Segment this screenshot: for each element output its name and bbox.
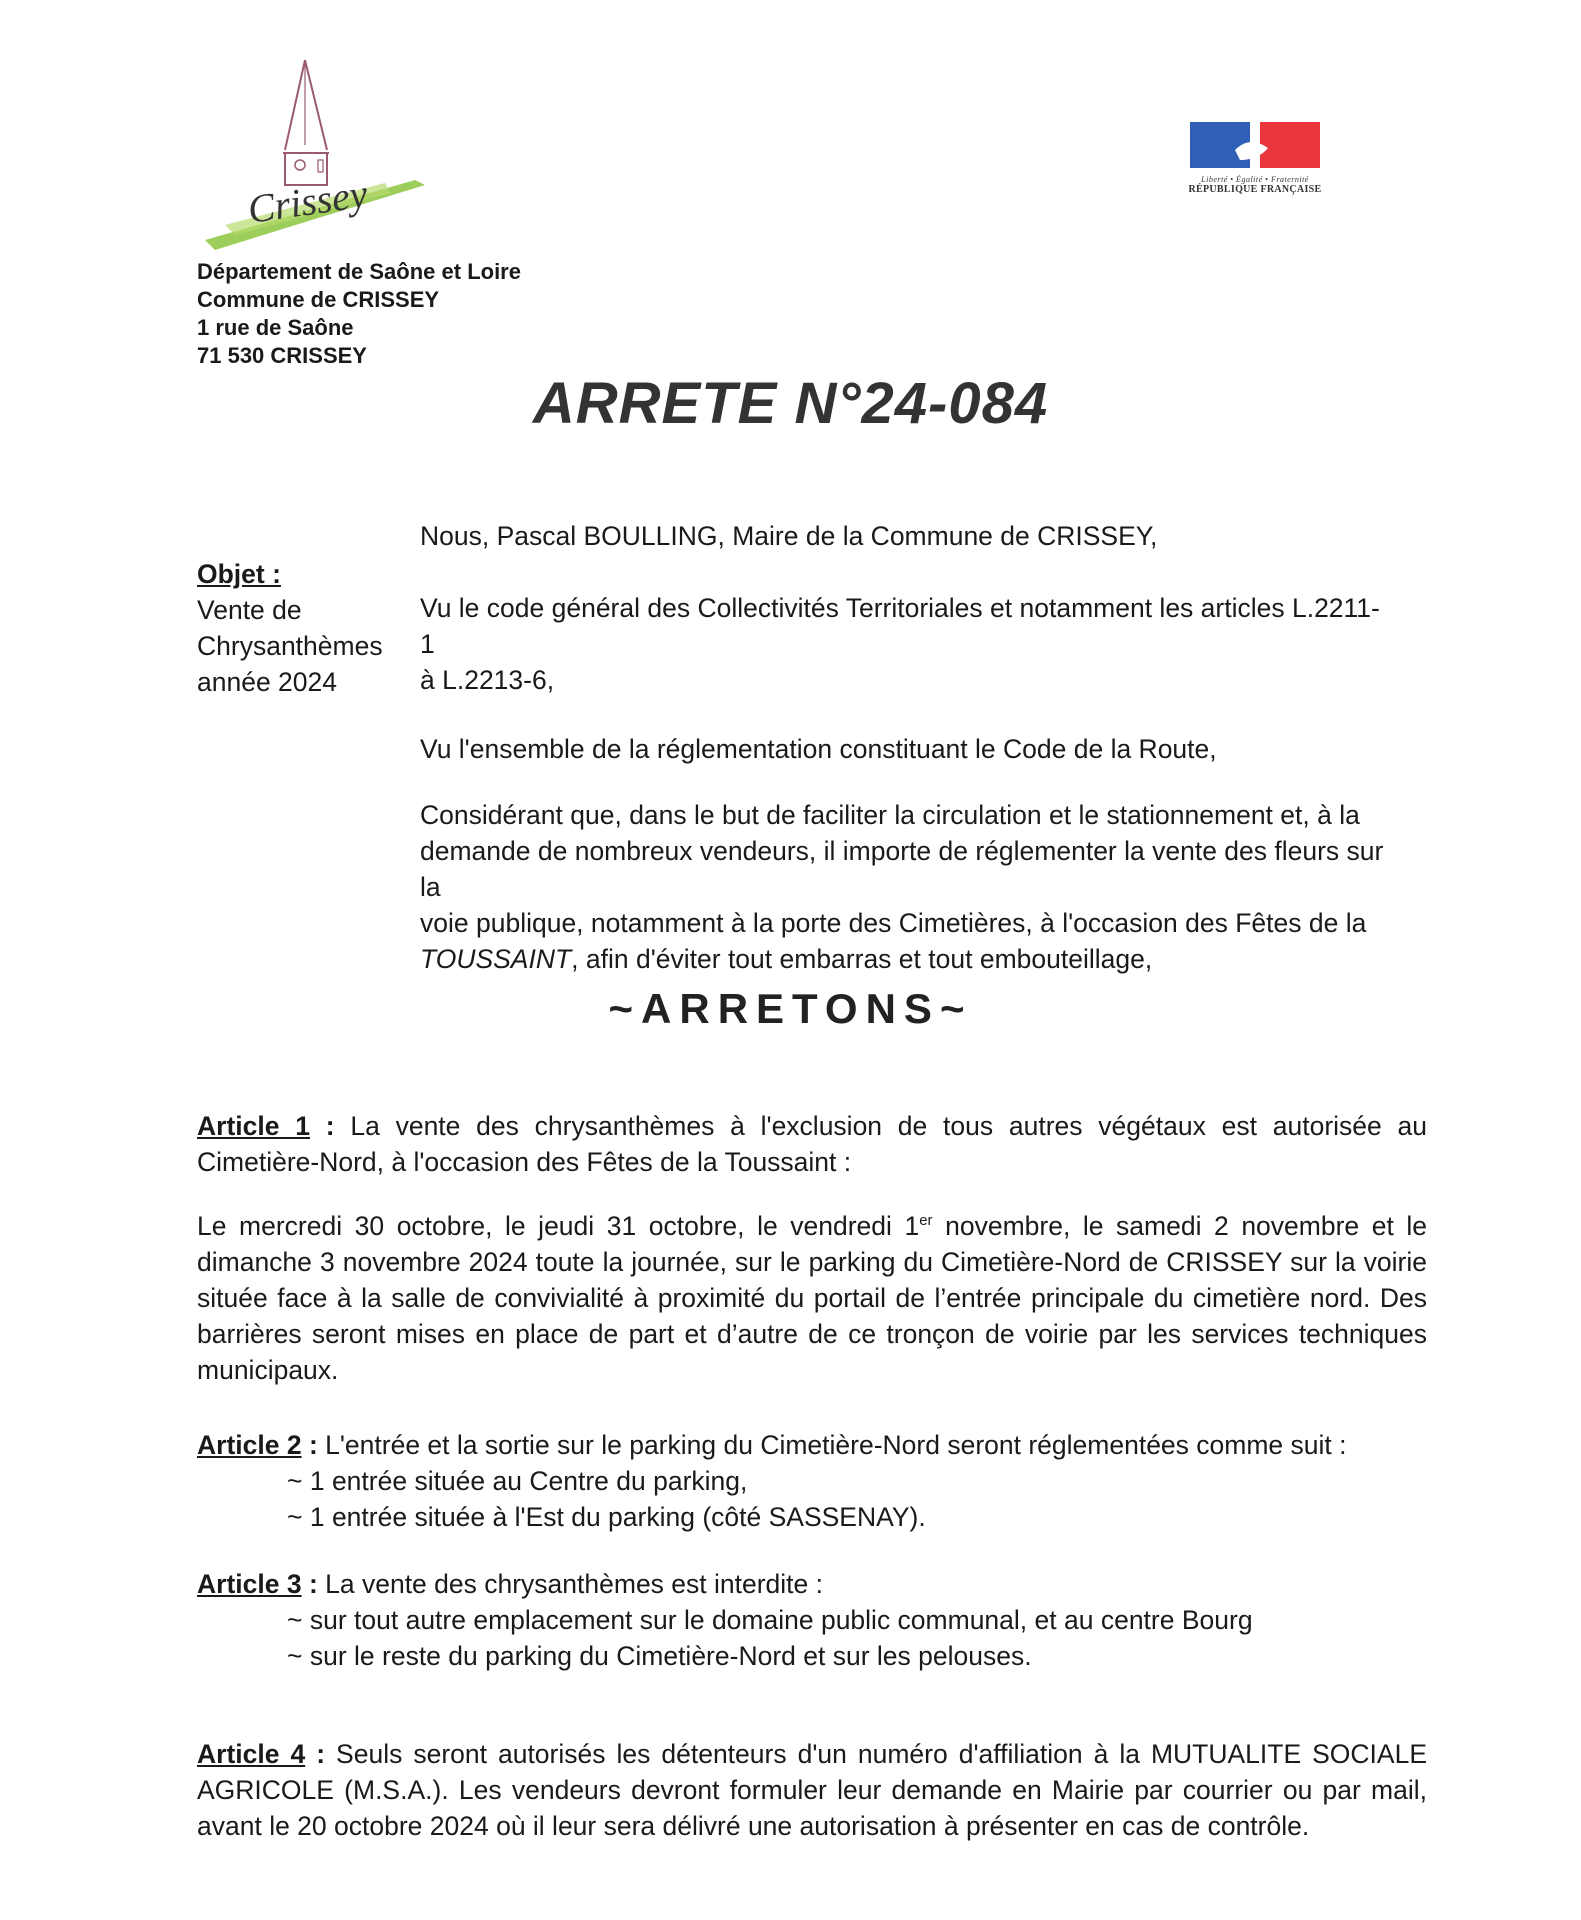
article-1-para-a: Le mercredi 30 octobre, le jeudi 31 octobre, le vendredi 1 bbox=[197, 1211, 920, 1241]
article-1-intro bbox=[197, 1108, 1427, 1180]
list-item: ~ sur le reste du parking du Cimetière-Nord et sur les pelouses. bbox=[287, 1641, 1032, 1671]
list-item: ~ 1 entrée située à l'Est du parking (côté SASSENAY). bbox=[287, 1502, 926, 1532]
article-colon: : bbox=[301, 1430, 318, 1460]
address-block bbox=[197, 258, 521, 370]
arretons-heading: ~ARRETONS~ bbox=[608, 985, 973, 1032]
article-colon: : bbox=[301, 1569, 318, 1599]
article-label: Article 3 bbox=[197, 1569, 302, 1599]
objet-line: Chrysanthèmes bbox=[197, 631, 383, 661]
preamble-nous: Nous, Pascal BOULLING, Maire de la Commune de CRISSEY, bbox=[420, 521, 1158, 551]
flag-republic-label: RÉPUBLIQUE FRANÇAISE bbox=[1188, 184, 1322, 195]
preamble-considerant-l1: Considérant que, dans le but de faciliter la circulation et le stationnement et, à la bbox=[420, 800, 1360, 830]
objet-line: année 2024 bbox=[197, 667, 338, 697]
crissey-logo bbox=[205, 55, 425, 255]
article-colon: : bbox=[305, 1739, 326, 1769]
article-1-paragraph bbox=[197, 1208, 1427, 1388]
article-2 bbox=[197, 1427, 1427, 1535]
preamble-vu1-l2: à L.2213-6, bbox=[420, 665, 555, 695]
list-item: ~ 1 entrée située au Centre du parking, bbox=[287, 1466, 748, 1496]
list-item: ~ sur tout autre emplacement sur le domaine public communal, et au centre Bourg bbox=[287, 1605, 1253, 1635]
address-line: Commune de CRISSEY bbox=[197, 287, 440, 312]
address-line: 1 rue de Saône bbox=[197, 315, 354, 340]
address-line: 71 530 CRISSEY bbox=[197, 343, 367, 368]
preamble-considerant-l3: voie publique, notamment à la porte des Cimetières, à l'occasion des Fêtes de la bbox=[420, 908, 1367, 938]
preamble-vu1-l1: Vu le code général des Collectivités Territoriales et notamment les articles L.2211-1 bbox=[420, 593, 1380, 659]
article-label: Article 4 bbox=[197, 1739, 306, 1769]
address-line: Département de Saône et Loire bbox=[197, 259, 521, 284]
article-1-para-b: novembre, le samedi 2 novembre et le dimanche 3 novembre 2024 toute la journée, sur le parking du Cimetière-Nord de CRISSEY sur la voirie située face à la salle de convivialité à proximité du portail de l’entrée principale du cimetière nord. Des barrières seront mises en place de part et d’autre de ce tronçon de voirie par les services techniques municipaux. bbox=[197, 1211, 1427, 1385]
republique-francaise-logo bbox=[1180, 120, 1330, 210]
document-title: ARRETE N°24-084 bbox=[532, 371, 1049, 436]
marianne-flag-icon bbox=[1180, 120, 1330, 170]
article-label: Article 2 bbox=[197, 1430, 302, 1460]
preamble-considerant-l4-rest: , afin d'éviter tout embarras et tout embouteillage, bbox=[571, 944, 1153, 974]
objet-line: Vente de bbox=[197, 595, 302, 625]
article-label: Article 1 bbox=[197, 1111, 310, 1141]
superscript-er: er bbox=[919, 1212, 933, 1230]
preamble-vu2: Vu l'ensemble de la réglementation constituant le Code de la Route, bbox=[420, 734, 1217, 764]
objet-label: Objet : bbox=[197, 559, 281, 589]
church-logo-icon bbox=[205, 55, 425, 255]
article-3 bbox=[197, 1566, 1427, 1674]
svg-text:Crissey: Crissey bbox=[244, 170, 371, 232]
article-text: La vente des chrysanthèmes à l'exclusion de tous autres végétaux est autorisée au Cimetière-Nord, à l'occasion des Fêtes de la Toussaint : bbox=[197, 1111, 1427, 1177]
article-text: La vente des chrysanthèmes est interdite : bbox=[317, 1569, 824, 1599]
preamble bbox=[420, 518, 1390, 977]
article-3-intro bbox=[197, 1566, 1427, 1602]
preamble-considerant-l2: demande de nombreux vendeurs, il importe de réglementer la vente des fleurs sur la bbox=[420, 836, 1384, 902]
objet-block bbox=[197, 556, 397, 700]
article-2-intro bbox=[197, 1427, 1427, 1463]
flag-motto: Liberté • Égalité • Fraternité bbox=[1201, 175, 1309, 184]
toussaint-italic: TOUSSAINT bbox=[420, 944, 572, 974]
article-1 bbox=[197, 1108, 1427, 1388]
article-text: L'entrée et la sortie sur le parking du Cimetière-Nord seront réglementées comme suit : bbox=[317, 1430, 1347, 1460]
article-colon: : bbox=[309, 1111, 335, 1141]
preamble-considerant-l4 bbox=[420, 941, 1390, 977]
article-4 bbox=[197, 1736, 1427, 1844]
article-text: Seuls seront autorisés les détenteurs d'un numéro d'affiliation à la MUTUALITE SOCIALE AGRICOLE (M.S.A.). Les vendeurs devront formuler leur demande en Mairie par courrier ou par mail, avant le 20 octobre 2024 où il leur sera délivré une autorisation à présenter en cas de contrôle. bbox=[197, 1739, 1428, 1841]
